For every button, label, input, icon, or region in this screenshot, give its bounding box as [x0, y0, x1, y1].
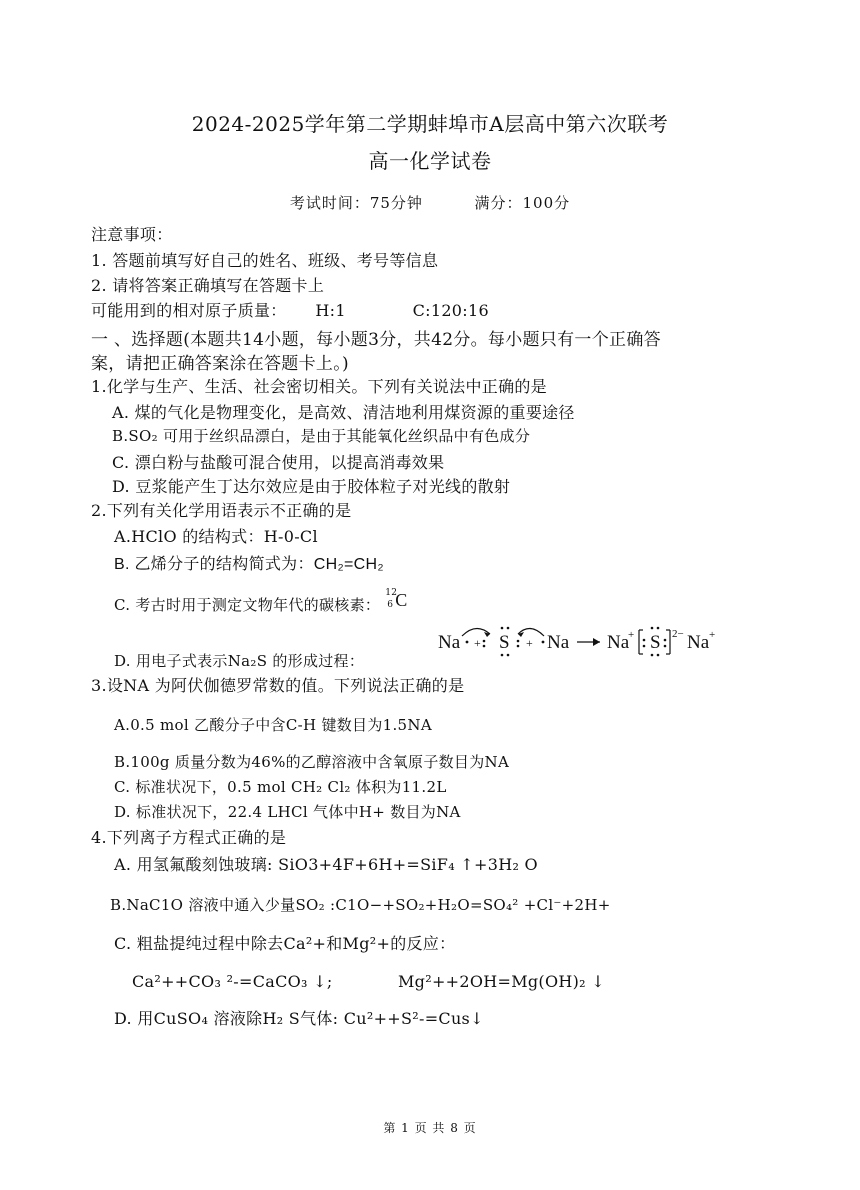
- na-ion-left: Na: [607, 632, 630, 653]
- section-heading-line1: 一 、选择题(本题共14小题，每小题3分，共42分。每小题只有一个正确答: [91, 330, 661, 350]
- q4-option-d: D. 用CuSO₄ 溶液除H₂ S气体: Cu²++S²-=Cus↓: [114, 1009, 484, 1028]
- svg-text:+: +: [526, 636, 533, 650]
- carbon-nuclide: [385, 588, 413, 616]
- q4-stem: 4.下列离子方程式正确的是: [91, 828, 287, 847]
- q4-option-b: B.NaC1O 溶液中通入少量SO₂ :C1O−+SO₂+H₂O=SO₄² +Cl⁻+2H+: [110, 896, 611, 914]
- q4-option-c-eq1: Ca²++CO₃ ²-=CaCO₃ ↓;: [132, 972, 333, 991]
- q2-option-b: B. 乙烯分子的结构简式为：CH₂=CH₂: [114, 556, 384, 573]
- s-ion-charge: 2−: [672, 628, 684, 640]
- notes-heading: 注意事项：: [91, 225, 173, 244]
- exam-score: 满分：100分: [474, 194, 571, 212]
- q3-stem: 3.设NA 为阿伏伽德罗常数的值。下列说法正确的是: [91, 676, 465, 695]
- q2-option-c: [114, 588, 413, 616]
- q4-option-c-eq2: Mg²++2OH=Mg(OH)₂ ↓: [398, 972, 605, 991]
- na-left-symbol: Na: [438, 632, 461, 653]
- nuclide-symbol: C: [395, 590, 408, 610]
- q2-option-c-text: C. 考古时用于测定文物年代的碳核素：: [114, 596, 381, 614]
- q2-option-a: A.HClO 的结构式：H-0-Cl: [114, 527, 318, 546]
- q3-option-b: B.100g 质量分数为46%的乙醇溶液中含氧原子数目为NA: [114, 753, 510, 771]
- note-item-2: 2. 请将答案正确填写在答题卡上: [91, 276, 325, 295]
- q3-option-a: A.0.5 mol 乙酸分子中含C-H 键数目为1.5NA: [114, 716, 432, 734]
- na-right-symbol: Na: [547, 632, 570, 653]
- atomic-mass-line: [91, 298, 489, 321]
- exam-title: 2024-2025学年第二学期蚌埠市A层高中第六次联考: [191, 112, 669, 136]
- nuclide-mass-number: 12: [385, 588, 398, 598]
- na-ion-left-charge: +: [628, 629, 635, 641]
- q1-stem: 1.化学与生产、生活、社会密切相关。下列有关说法中正确的是: [91, 377, 547, 396]
- q1-option-c: C. 漂白粉与盐酸可混合使用，以提高消毒效果: [112, 453, 445, 472]
- atomic-mass-label: 可能用到的相对原子质量：: [91, 301, 287, 320]
- section-heading-line2: 案，请把正确答案涂在答题卡上。): [91, 354, 349, 374]
- exam-subtitle: 高一化学试卷: [368, 149, 492, 173]
- s-symbol: S: [499, 632, 510, 653]
- q2-stem: 2.下列有关化学用语表示不正确的是: [91, 501, 352, 520]
- na-ion-right: Na: [687, 632, 710, 653]
- na2s-electron-dot-diagram: [432, 618, 732, 666]
- q4-option-c: C. 粗盐提纯过程中除去Ca²+和Mg²+的反应：: [114, 934, 456, 953]
- note-item-1: 1. 答题前填写好自己的姓名、班级、考号等信息: [91, 251, 439, 270]
- s-ion: S: [650, 632, 661, 653]
- q2-option-d: D. 用电子式表示Na₂S 的形成过程：: [114, 652, 365, 670]
- atomic-mass-c: C:120:16: [412, 301, 489, 320]
- svg-text:+: +: [474, 636, 481, 650]
- q4-option-a: A. 用氢氟酸刻蚀玻璃: SiO3+4F+6H+=SiF₄ ↑+3H₂ O: [114, 855, 538, 874]
- q1-option-b: B.SO₂ 可用于丝织品漂白，是由于其能氧化丝织品中有色成分: [112, 427, 531, 445]
- page-footer: 第 1 页 共 8 页: [383, 1121, 477, 1135]
- q1-option-d: D. 豆浆能产生丁达尔效应是由于胶体粒子对光线的散射: [112, 477, 511, 496]
- q1-option-a: A. 煤的气化是物理变化，是高效、清洁地利用煤资源的重要途径: [112, 403, 575, 422]
- atomic-mass-h: H:1: [315, 301, 346, 320]
- q3-option-c: C. 标准状况下，0.5 mol CH₂ Cl₂ 体积为11.2L: [114, 778, 447, 796]
- exam-meta: [0, 192, 860, 213]
- exam-time: 考试时间：75分钟: [289, 194, 423, 212]
- na-ion-right-charge: +: [709, 629, 716, 641]
- nuclide-atomic-number: 6: [387, 600, 394, 610]
- q3-option-d: D. 标准状况下，22.4 LHCl 气体中H+ 数目为NA: [114, 803, 461, 821]
